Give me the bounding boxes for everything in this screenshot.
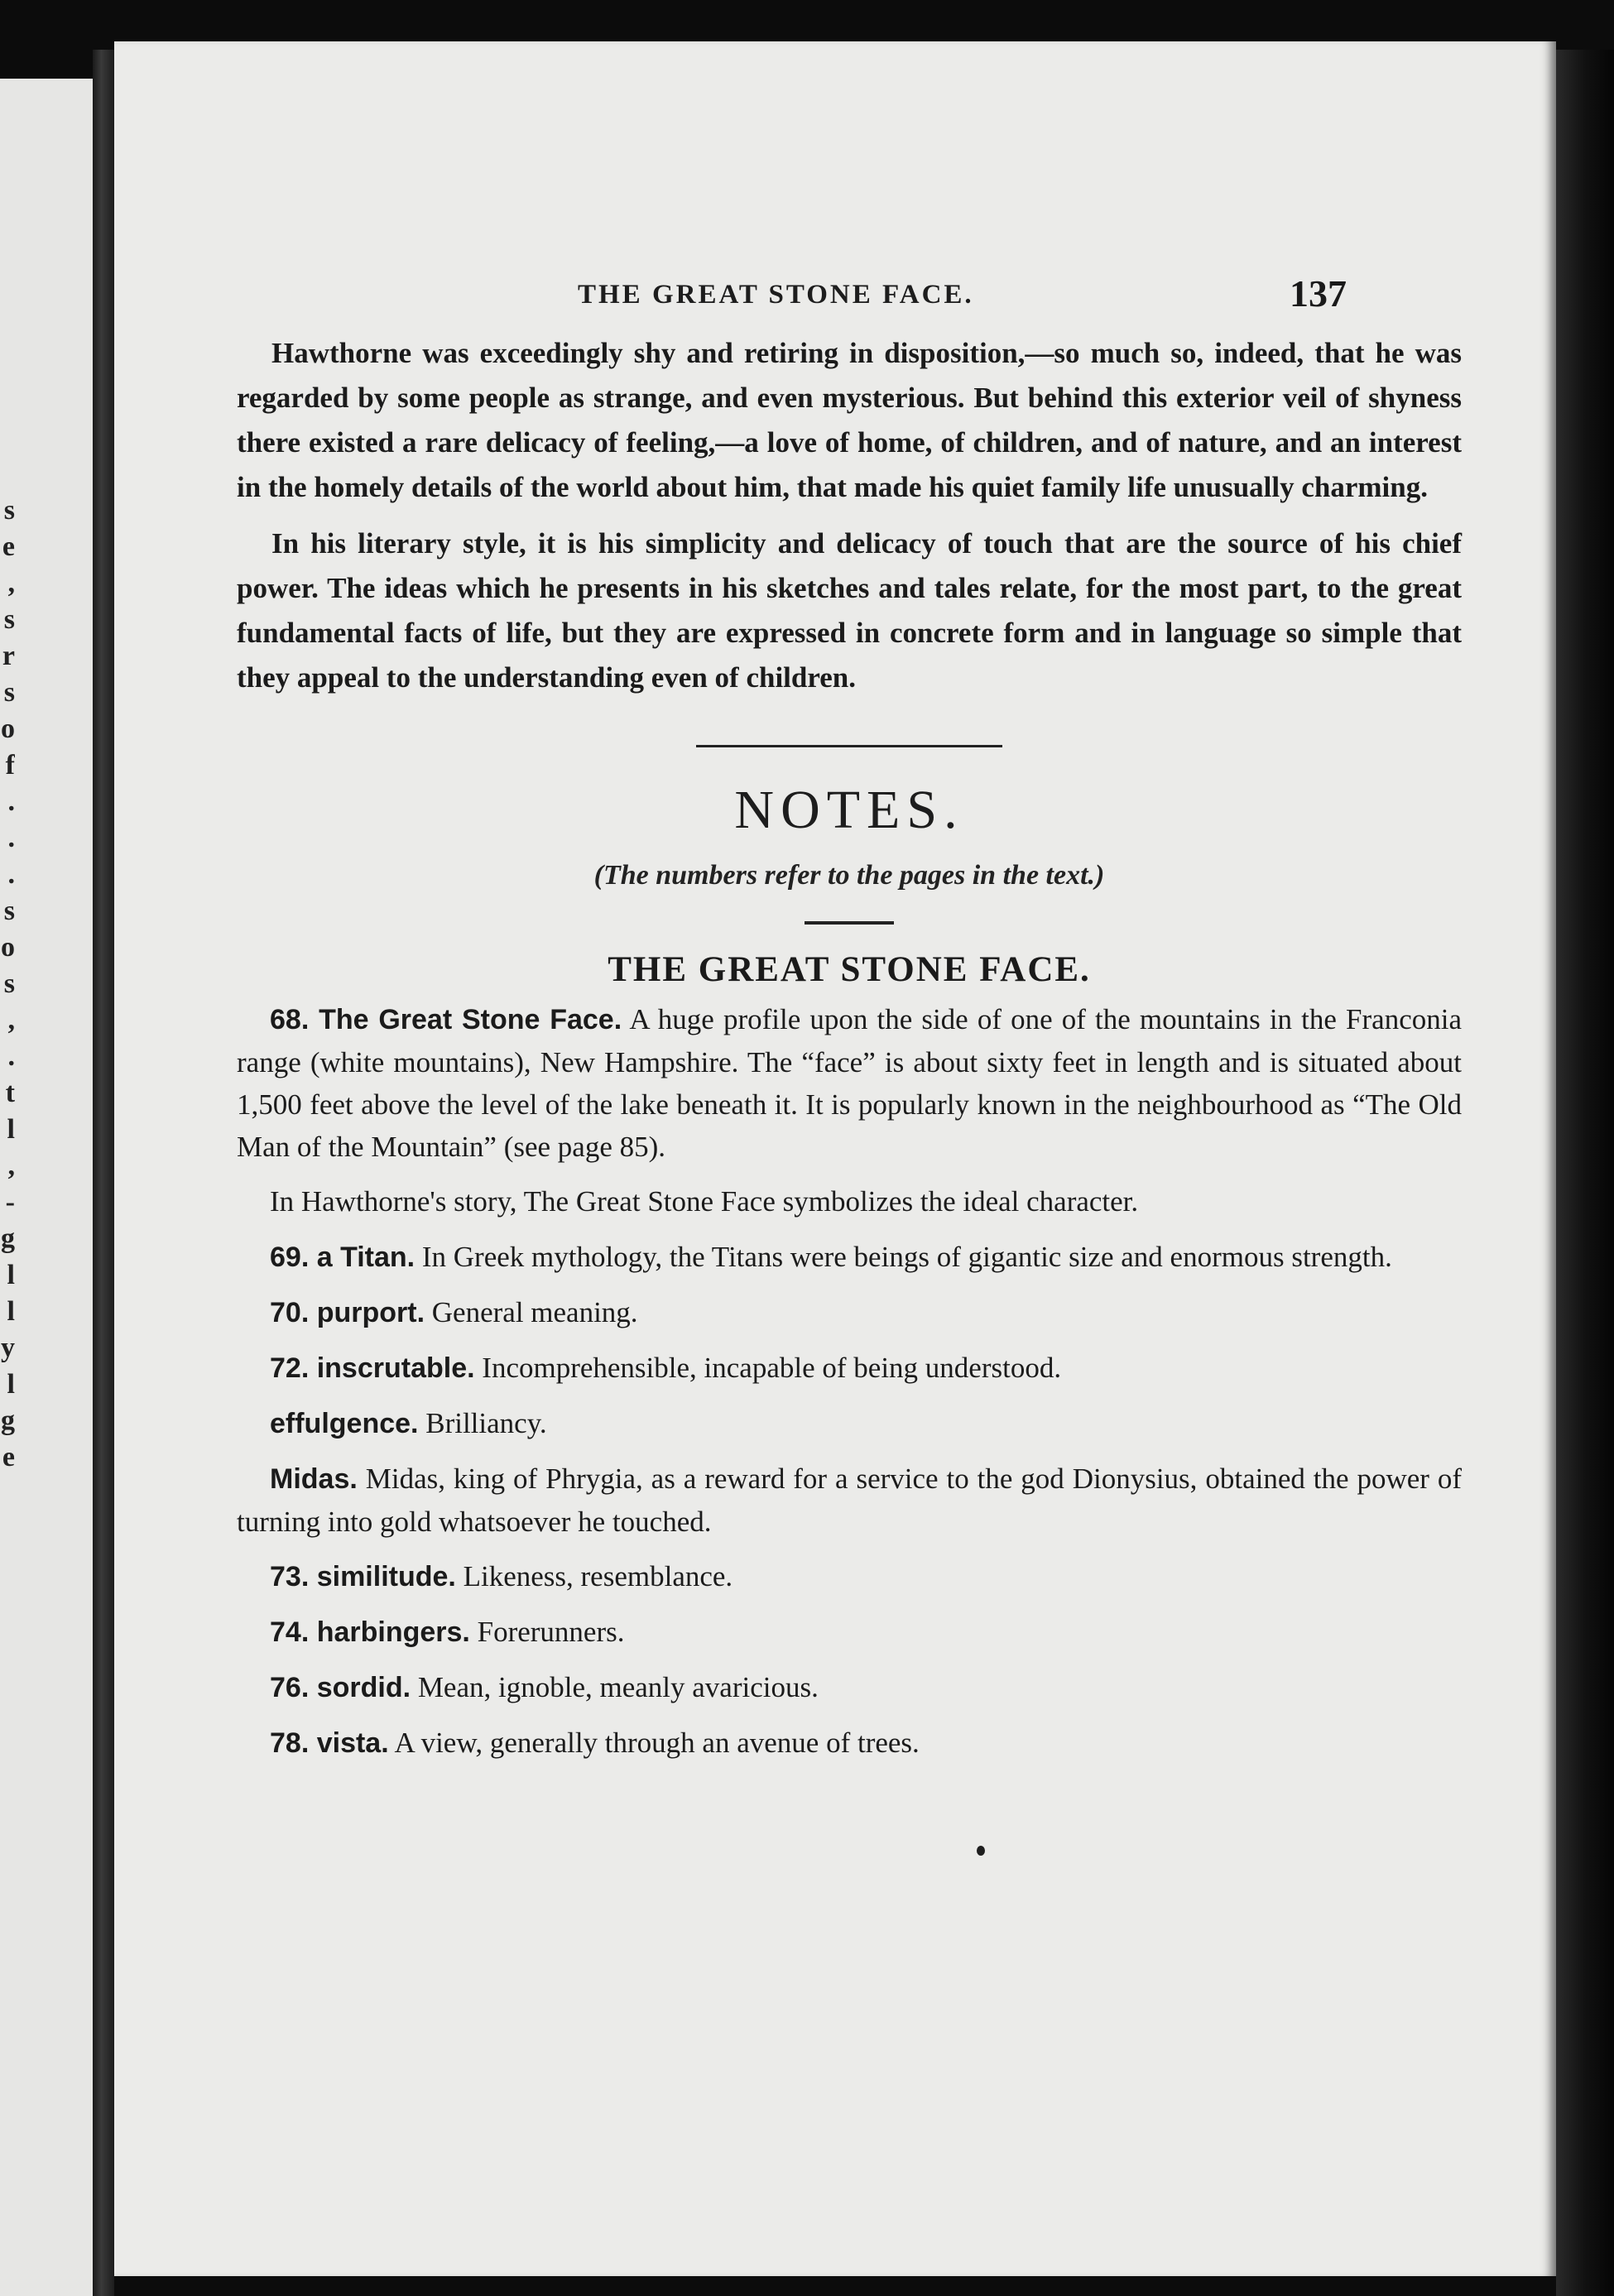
note-text: Likeness, resemblance.	[463, 1560, 733, 1592]
note-text: A huge profile upon the side of one of the mountains in the Franconia range (white mountains), New Hampshire. The “face” is about sixty feet in length and is situated about 1,500 feet above the level of the lake beneath it. It is popularly known in the neighbourhood as “The Old Man of the Mountain” (see page 85).	[237, 1003, 1462, 1163]
edge-char: s	[3, 896, 15, 926]
note-text: Mean, ignoble, meanly avaricious.	[417, 1671, 819, 1703]
note-term: 72. inscrutable.	[270, 1352, 475, 1384]
note-text: General meaning.	[431, 1296, 638, 1328]
page-body	[237, 331, 1462, 1777]
edge-char: ,	[7, 1150, 15, 1181]
note-term: 74. harbingers.	[270, 1616, 470, 1648]
intro-paragraph: Hawthorne was exceedingly shy and retiring in disposition,—so much so, indeed, that he was regarded by some people as strange, and even mysterious. But behind this exterior veil of shyness there existed a rare delicacy of feeling,—a love of home, of children, and of nature, and an interest in the homely details of the world about him, that made his quiet family life unusually charming.	[237, 337, 1462, 503]
note-entry	[237, 1291, 1462, 1334]
edge-char: o	[1, 713, 15, 744]
book-page	[114, 41, 1556, 2276]
note-entry	[237, 1722, 1462, 1765]
notes-title: NOTES.	[734, 780, 964, 840]
edge-char: f	[5, 750, 15, 781]
edge-char: l	[7, 1296, 15, 1327]
note-term: effulgence.	[270, 1408, 419, 1439]
edge-char: s	[3, 604, 15, 635]
note-entry	[237, 998, 1462, 1168]
note-entry	[237, 1458, 1462, 1543]
ink-speck	[977, 1846, 985, 1856]
note-term: Midas.	[270, 1463, 358, 1495]
edge-char: .	[7, 823, 15, 853]
note-term: 78. vista.	[270, 1727, 389, 1759]
note-term: 76. sordid.	[270, 1672, 411, 1703]
note-text: Forerunners.	[477, 1616, 625, 1648]
section-divider	[696, 745, 1002, 747]
edge-char: t	[5, 1078, 15, 1108]
edge-char: o	[1, 932, 15, 963]
note-text: Midas, king of Phrygia, as a reward for a service to the god Dionysius, obtained the power of turning into gold whatsoever he touched.	[237, 1463, 1462, 1538]
note-entry	[237, 1347, 1462, 1390]
edge-char: ,	[7, 1005, 15, 1035]
note-entry	[237, 1236, 1462, 1279]
edge-char: e	[2, 531, 15, 562]
note-text: In Greek mythology, the Titans were beings of gigantic size and enormous strength.	[421, 1241, 1392, 1273]
note-term: 68. The Great Stone Face.	[270, 1004, 622, 1035]
edge-char: g	[1, 1223, 15, 1254]
note-text: In Hawthorne's story, The Great Stone Face symbolizes the ideal character.	[270, 1185, 1139, 1218]
note-entry	[237, 1666, 1462, 1709]
edge-char: l	[7, 1114, 15, 1145]
note-term: 73. similitude.	[270, 1561, 456, 1592]
note-entry	[237, 1402, 1462, 1445]
page-number: 137	[1290, 272, 1347, 315]
note-text: A view, generally through an avenue of trees.	[394, 1727, 920, 1759]
heading-rule	[805, 921, 894, 925]
edge-char: s	[3, 495, 15, 526]
edge-char: -	[5, 1187, 15, 1218]
edge-char: .	[7, 859, 15, 890]
note-term: 70. purport.	[270, 1297, 425, 1328]
edge-char: y	[1, 1333, 15, 1363]
edge-char: e	[2, 1442, 15, 1472]
edge-char: .	[7, 1041, 15, 1072]
intro-paragraph: In his literary style, it is his simplicity and delicacy of touch that are the source of his chief power. The ideas which he presents in his sketches and tales relate, for the most part, to the great fundamental facts of life, but they are expressed in concrete form and in language so simple that they appeal to the understanding even of children.	[237, 527, 1462, 694]
edge-char: s	[3, 677, 15, 708]
edge-char: l	[7, 1260, 15, 1290]
running-title: THE GREAT STONE FACE.	[578, 280, 974, 310]
edge-char: r	[2, 641, 15, 671]
running-head	[114, 247, 1556, 313]
note-term: 69. a Titan.	[270, 1242, 416, 1273]
edge-char: ,	[7, 568, 15, 598]
notes-subtitle: (The numbers refer to the pages in the text.)	[593, 860, 1105, 891]
edge-char: .	[7, 786, 15, 817]
edge-char: g	[1, 1405, 15, 1436]
note-text: Incomprehensible, incapable of being understood.	[482, 1352, 1062, 1384]
note-entry	[237, 1611, 1462, 1654]
facing-page-text-fragments	[0, 492, 15, 1476]
note-entry	[237, 1180, 1462, 1223]
edge-char: l	[7, 1369, 15, 1400]
book-gutter	[93, 50, 114, 2296]
page-stack-edge	[1556, 50, 1614, 2296]
note-text: Brilliancy.	[425, 1407, 547, 1439]
facing-page-edge	[0, 79, 93, 2296]
edge-char: s	[3, 968, 15, 999]
note-entry	[237, 1555, 1462, 1598]
section-heading: THE GREAT STONE FACE.	[608, 950, 1091, 989]
notes-list	[237, 998, 1462, 1765]
